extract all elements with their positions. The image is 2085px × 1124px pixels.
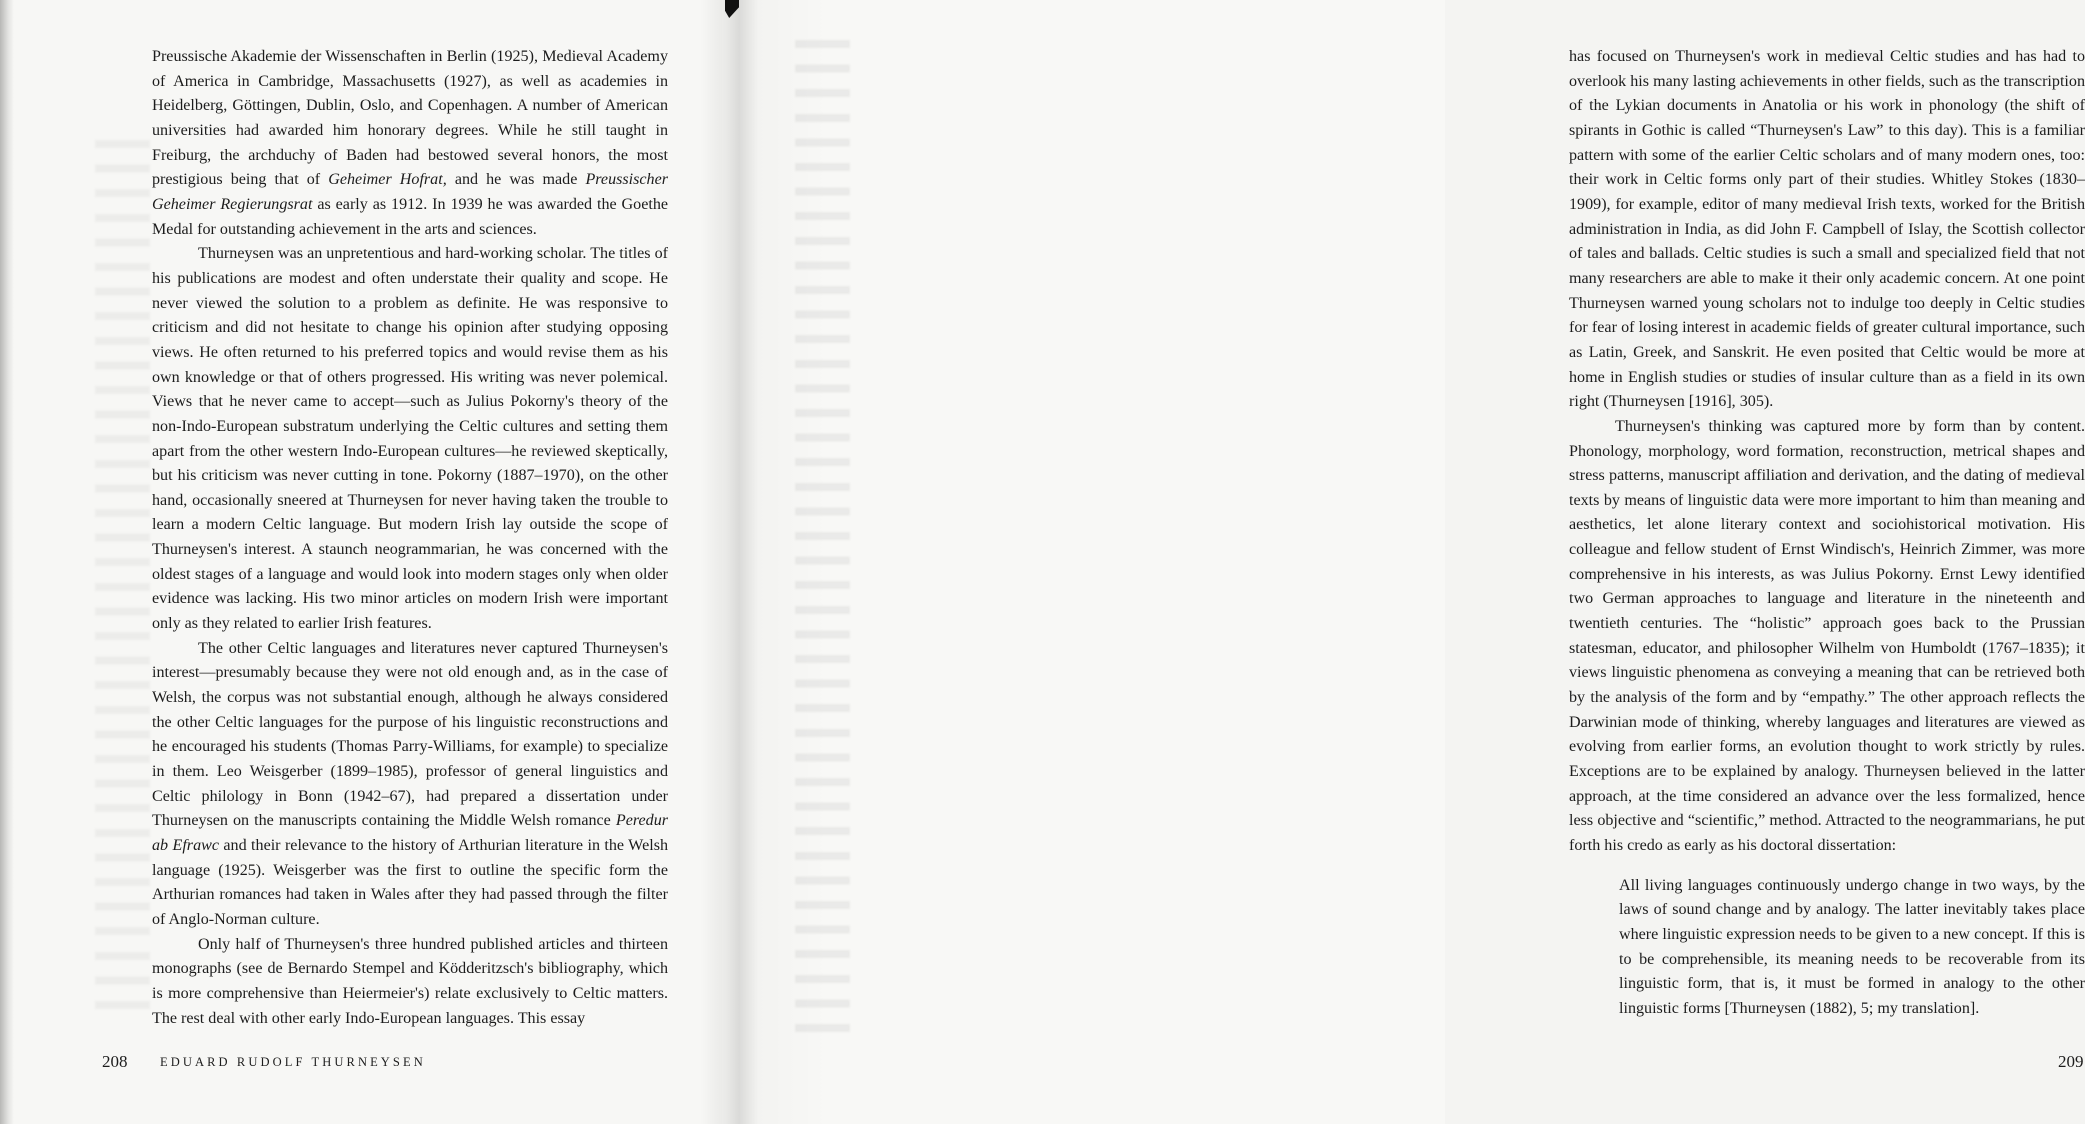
page-edge-shadow xyxy=(0,0,14,1124)
paragraph xyxy=(1569,415,2085,859)
left-page xyxy=(0,0,722,1124)
text-run: Only half of Thurneysen's three hundred published articles and thirteen monographs (see de Bernardo Stempel and Ködderitzsch's bibliography, which is more comprehensive than Heiermeier's) relate exclusively to Celtic matters. The rest deal with other early Indo-European languages. This essay xyxy=(152,935,668,1027)
page-number-left: 208 xyxy=(102,1052,128,1071)
show-through-text xyxy=(95,140,150,1020)
text-run: Thurneysen was an unpretentious and hard-working scholar. The titles of his publications are modest and often understate their quality and scope. He never viewed the solution to a problem as definite. He was responsive to criticism and did not hesitate to change his opinion after studying opposing views. He often returned to his preferred topics and would revise them as his own knowledge or that of others progressed. His writing was never polemical. Views that he never came to accept—such as Julius Pokorny's theory of the non-Indo-European substratum underlying the Celtic cultures and setting them apart from the other western Indo-European cultures—he reviewed skeptically, but his criticism was never cutting in tone. Pokorny (1887–1970), on the other hand, occasionally sneered at Thurneysen for never having taken the trouble to learn a modern Celtic language. But modern Irish lay outside the scope of Thurneysen's interest. A staunch neogrammarian, he was concerned with the oldest stages of a language and would look into modern stages only when older evidence was lacking. His two minor articles on modern Irish were important only as they related to earlier Irish features. xyxy=(152,245,668,633)
text-run: and he was made xyxy=(446,171,586,189)
text-run: Preussische Akademie der Wissenschaften in Berlin (1925), Medieval Academy of America in Cambridge, Massachusetts (1927), as well as academies in Heidelberg, Göttingen, Dublin, Oslo, and Copenhagen. A number of American universities had awarded him honorary degrees. While he still taught in Freiburg, the archduchy of Baden had bestowed several honors, the most prestigious being that of xyxy=(152,48,668,189)
text-run: The other Celtic languages and literatures never captured Thurneysen's interest—presumably because they were not old enough and, as in the case of Welsh, the corpus was not substantial enough, although he always considered the other Celtic languages for the purpose of his linguistic reconstructions and he encouraged his students (Thomas Parry-Williams, for example) to specialize in them. Leo Weisgerber (1899–1985), professor of general linguistics and Celtic philology in Bonn (1942–67), had prepared a dissertation under Thurneysen on the manuscripts containing the Middle Welsh romance xyxy=(152,639,668,830)
paragraph xyxy=(152,933,668,1032)
running-head: EDUARD RUDOLF THURNEYSEN xyxy=(160,1055,426,1069)
paragraph xyxy=(152,242,668,637)
paragraph xyxy=(1569,45,2085,415)
italic-text: Preussischer Geheimer Regierungsrat xyxy=(152,171,668,213)
show-through-text xyxy=(795,40,850,1040)
block-quote: All living languages continuously undergo change in two ways, by the laws of sound change and by analogy. The latter inevitably takes place where linguistic expression needs to be given to a new concept. If this is to be comprehensible, its meaning needs to be recoverable from its linguistic form, that is, it must be formed in analogy to the other linguistic forms [Thurneysen (1882), 5; my translation]. xyxy=(1619,876,2085,1017)
paragraph xyxy=(152,45,668,242)
text-run: and their relevance to the history of Arthurian literature in the Welsh language (1925). Weisgerber was the first to outline the specific form the Arthurian romances had taken in Wales after they had passed through the filter of Anglo-Norman culture. xyxy=(152,837,669,928)
left-page-body xyxy=(152,45,668,1031)
text-run: has focused on Thurneysen's work in medieval Celtic studies and has had to overlook his many lasting achievements in other fields, such as the transcription of the Lykian documents in Anatolia or his work in phonology (the shift of spirants in Gothic is called “Thurneysen's Law” to this day). This is a familiar pattern with some of the earlier Celtic scholars and of many modern ones, too: their work in Celtic forms only part of their studies. Whitley Stokes (1830–1909), for example, editor of many medieval Irish texts, worked for the British administration in India, as did John F. Campbell of Islay, the Scottish collector of tales and ballads. Celtic studies is such a small and specialized field that not many researchers are able to make it their only academic concern. At one point Thurneysen warned young scholars not to indulge too deeply in Celtic studies for fear of losing interest in academic fields of greater cultural importance, such as Latin, Greek, and Sanskrit. He even posited that Celtic would be more at home in English studies or studies of insular culture than as a field in its own right (Thurneysen [1916], 305). xyxy=(1569,48,2085,411)
italic-text: Geheimer Hofrat, xyxy=(328,171,447,189)
right-page-body xyxy=(1569,45,2085,1022)
paragraph xyxy=(152,637,668,933)
text-run: Thurneysen's thinking was captured more by form than by content. Phonology, morphology, word formation, reconstruction, metrical shapes and stress patterns, manuscript affiliation and derivation, and the dating of medieval texts by means of linguistic data were more important to him than meaning and aesthetics, let alone literary context and sociohistorical motivation. His colleague and fellow student of Ernst Windisch's, Heinrich Zimmer, was more comprehensive in his interests, as was Julius Pokorny. Ernst Lewy identified two German approaches to language and literature in the nineteenth and twentieth centuries. The “holistic” approach goes back to the Prussian statesman, educator, and philosopher Wilhelm von Humboldt (1767–1835); it views linguistic phenomena as conveying a meaning that can be retrieved both by the analysis of the form and by “empathy.” The other approach reflects the Darwinian mode of thinking, whereby languages and literatures are viewed as evolving from earlier forms, an evolution thought to work strictly by rules. Exceptions are to be explained by analogy. Thurneysen believed in the latter approach, at the time considered an advance over the less formalized, hence less objective and “scientific,” method. Attracted to the neogrammarians, he put forth his credo as early as his doctoral dissertation: xyxy=(1569,417,2085,854)
text-run: as early as 1912. In 1939 he was awarded the Goethe Medal for outstanding achievement in the arts and sciences. xyxy=(152,195,669,238)
page-number-right: 209 xyxy=(2058,1052,2084,1071)
italic-text: Peredur ab Efrawc xyxy=(152,812,668,854)
